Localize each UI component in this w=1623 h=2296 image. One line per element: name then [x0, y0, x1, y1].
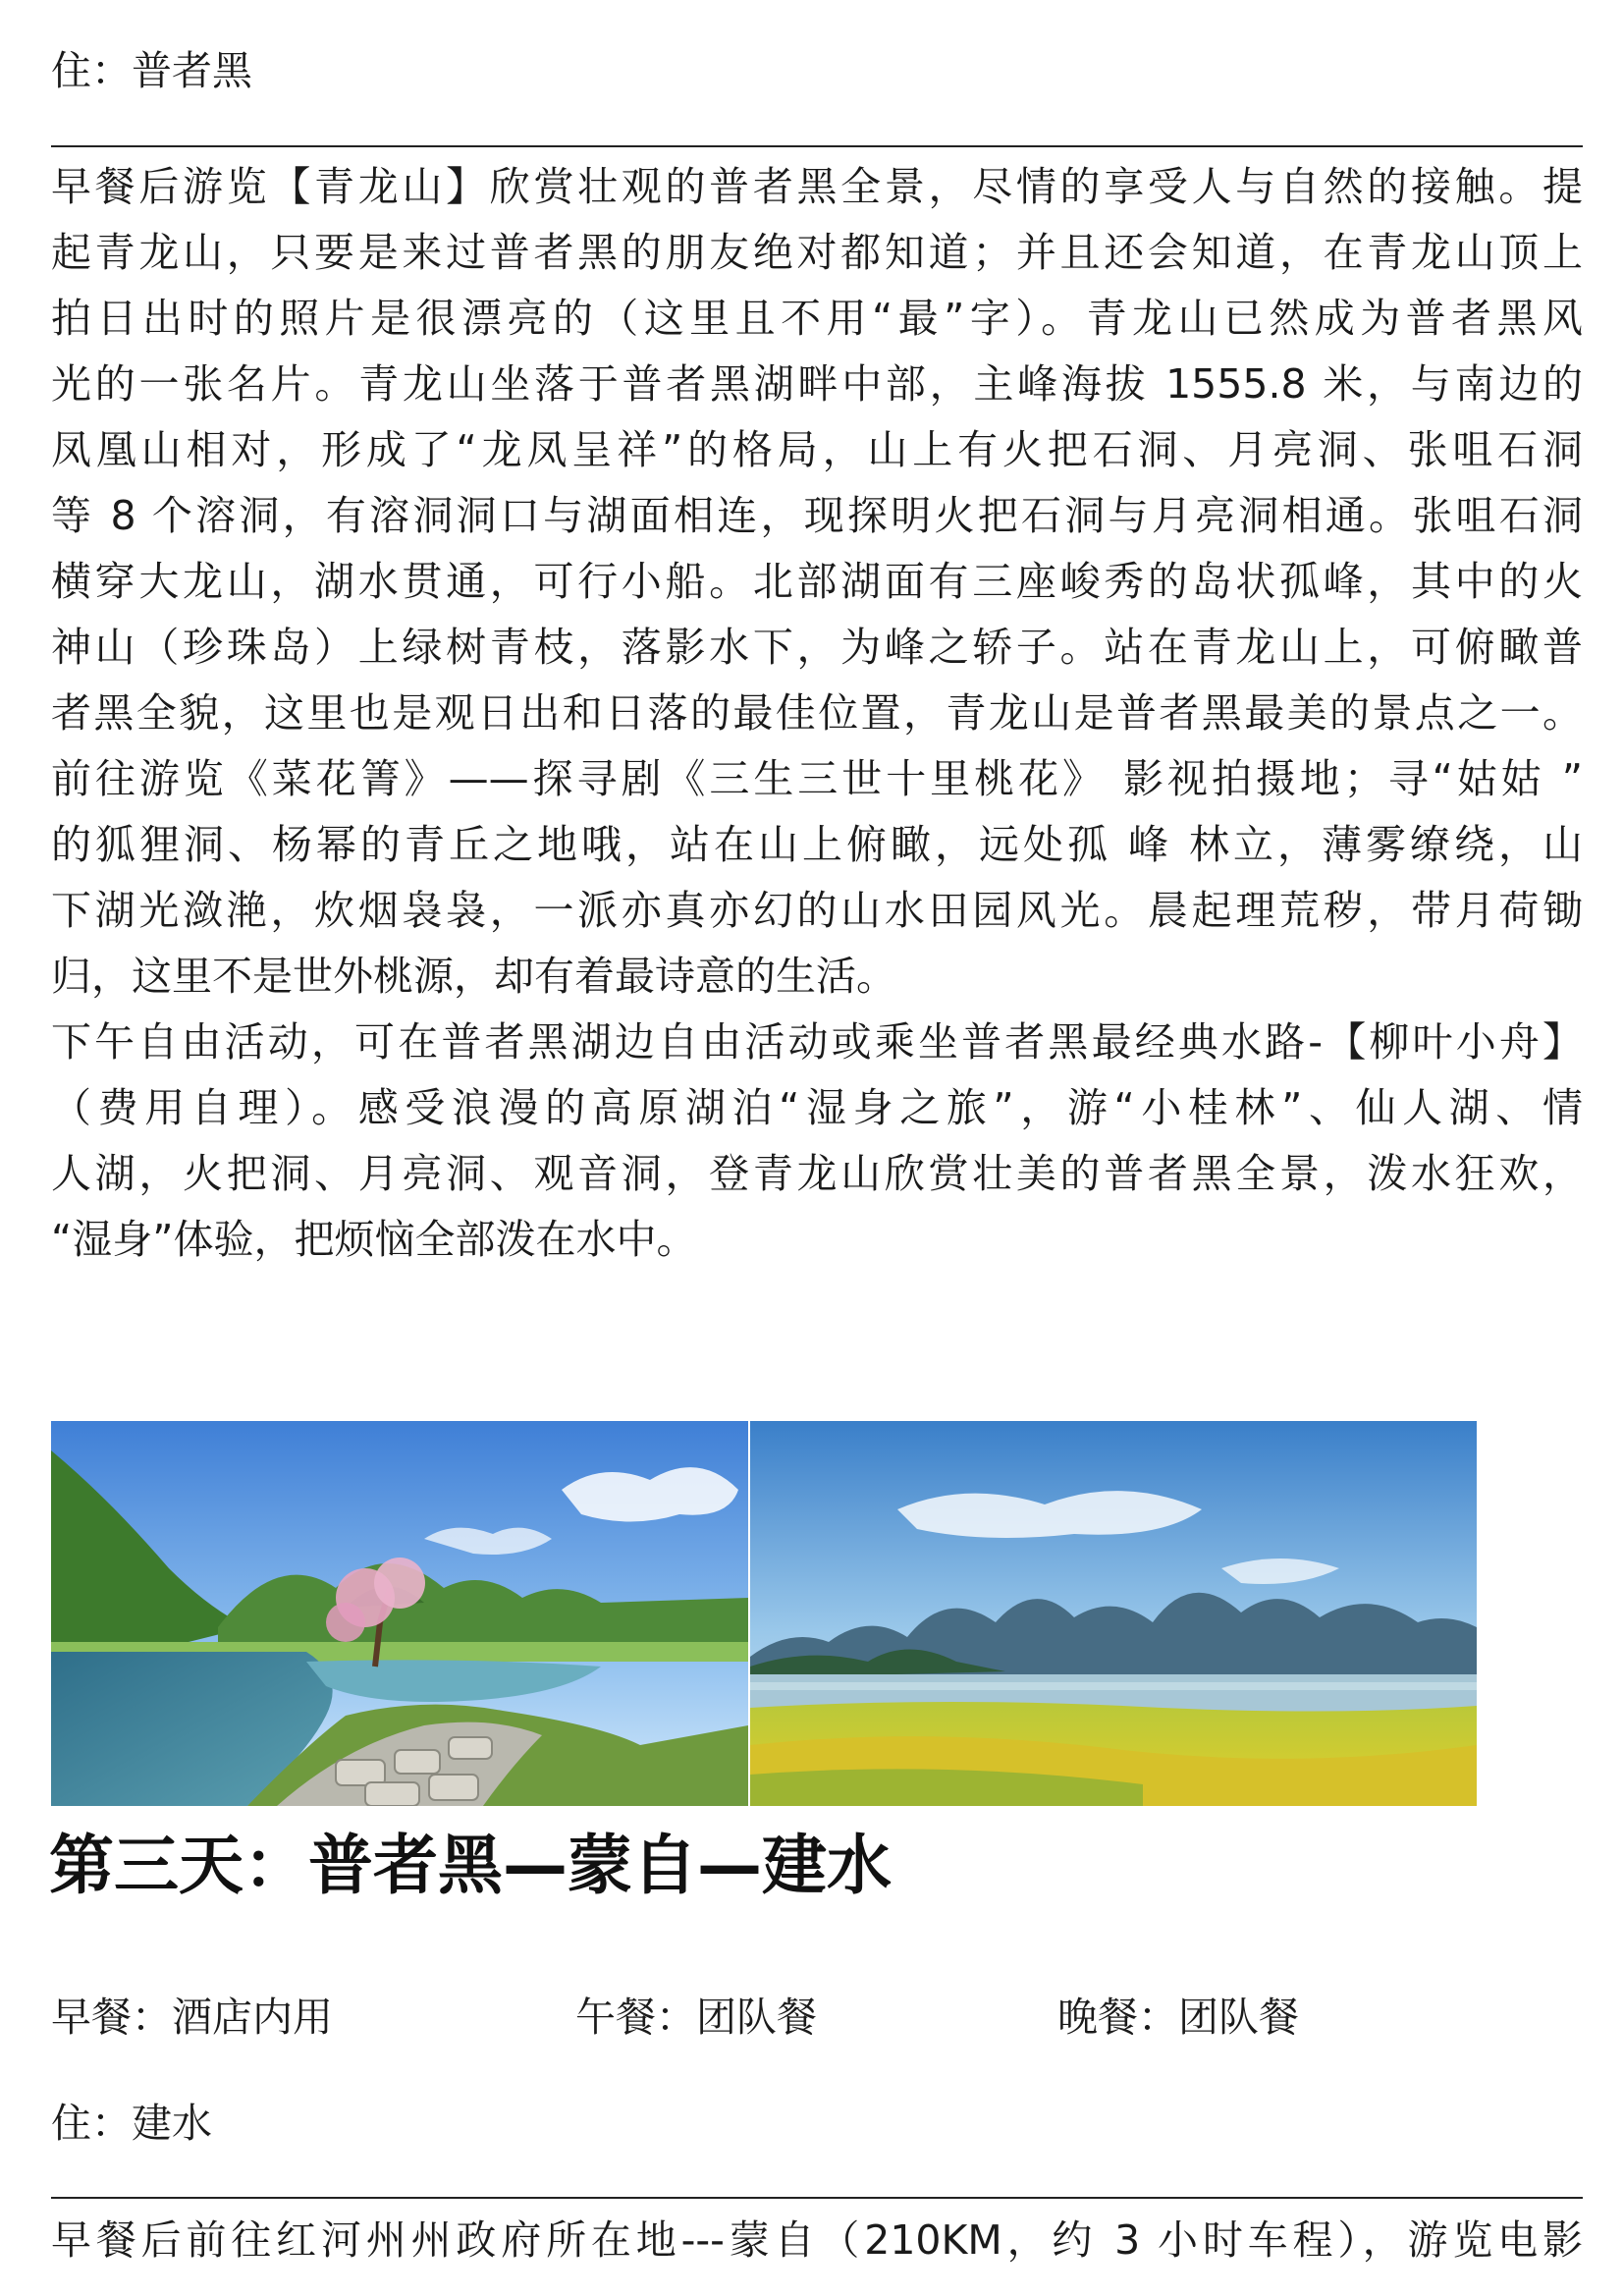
- paragraph-line: 光的一张名片。青龙山坐落于普者黑湖畔中部，主峰海拔 1555.8 米，与南边的: [51, 360, 1583, 408]
- paragraph-line: （费用自理）。感受浪漫的高原湖泊“湿身之旅”，游“小桂林”、仙人湖、情: [51, 1084, 1583, 1131]
- lake-path-image: [51, 1421, 748, 1806]
- breakfast-info: 早餐：酒店内用: [51, 1994, 333, 2041]
- paragraph-line: 神山（珍珠岛）上绿树青枝，落影水下，为峰之轿子。站在青龙山上，可俯瞰普: [51, 624, 1583, 671]
- day3-overnight-stay: 住：建水: [51, 2100, 212, 2147]
- paragraph-line: “湿身”体验，把烦恼全部泼在水中。: [51, 1216, 697, 1263]
- day3-heading: 第三天：普者黑—蒙自—建水: [49, 1828, 892, 1903]
- paragraph-line: 等 8 个溶洞，有溶洞洞口与湖面相连，现探明火把石洞与月亮洞相通。张咀石洞: [51, 492, 1583, 539]
- karst-lake-photo: [750, 1421, 1477, 1806]
- day3-first-line: 早餐后前往红河州州政府所在地---蒙自（210KM，约 3 小时车程），游览电影: [51, 2216, 1583, 2264]
- lunch-info: 午餐：团队餐: [575, 1994, 817, 2041]
- paragraph-line: 横穿大龙山，湖水贯通，可行小船。北部湖面有三座峻秀的岛状孤峰，其中的火: [51, 558, 1583, 605]
- paragraph-line: 下湖光潋滟，炊烟袅袅，一派亦真亦幻的山水田园风光。晨起理荒秽，带月荷锄: [51, 887, 1583, 934]
- paragraph-line: 者黑全貌，这里也是观日出和日落的最佳位置，青龙山是普者黑最美的景点之一。: [51, 689, 1583, 737]
- paragraph-line: 起青龙山，只要是来过普者黑的朋友绝对都知道；并且还会知道，在青龙山顶上: [51, 229, 1583, 276]
- divider: [51, 145, 1583, 147]
- paragraph-line: 早餐后游览【青龙山】欣赏壮观的普者黑全景，尽情的享受人与自然的接触。提: [51, 163, 1583, 210]
- karst-lake-image: [750, 1421, 1477, 1806]
- paragraph-line: 凤凰山相对，形成了“龙凤呈祥”的格局，山上有火把石洞、月亮洞、张咀石洞: [51, 426, 1583, 473]
- lake-path-photo: [51, 1421, 748, 1806]
- paragraph-line: 下午自由活动，可在普者黑湖边自由活动或乘坐普者黑最经典水路-【柳叶小舟】: [51, 1018, 1583, 1066]
- divider: [51, 2197, 1583, 2199]
- dinner-info: 晚餐：团队餐: [1057, 1994, 1299, 2041]
- paragraph-line: 人湖，火把洞、月亮洞、观音洞，登青龙山欣赏壮美的普者黑全景，泼水狂欢，: [51, 1150, 1583, 1197]
- paragraph-line: 前往游览《菜花箐》——探寻剧《三生三世十里桃花》 影视拍摄地；寻“姑姑 ”: [51, 755, 1583, 802]
- overnight-stay: 住：普者黑: [51, 47, 252, 94]
- paragraph-line: 拍日出时的照片是很漂亮的（这里且不用“最”字）。青龙山已然成为普者黑风: [51, 295, 1583, 342]
- paragraph-line: 归，这里不是世外桃源，却有着最诗意的生活。: [51, 953, 896, 1000]
- paragraph-line: 的狐狸洞、杨幂的青丘之地哦，站在山上俯瞰，远处孤 峰 林立，薄雾缭绕，山: [51, 821, 1583, 868]
